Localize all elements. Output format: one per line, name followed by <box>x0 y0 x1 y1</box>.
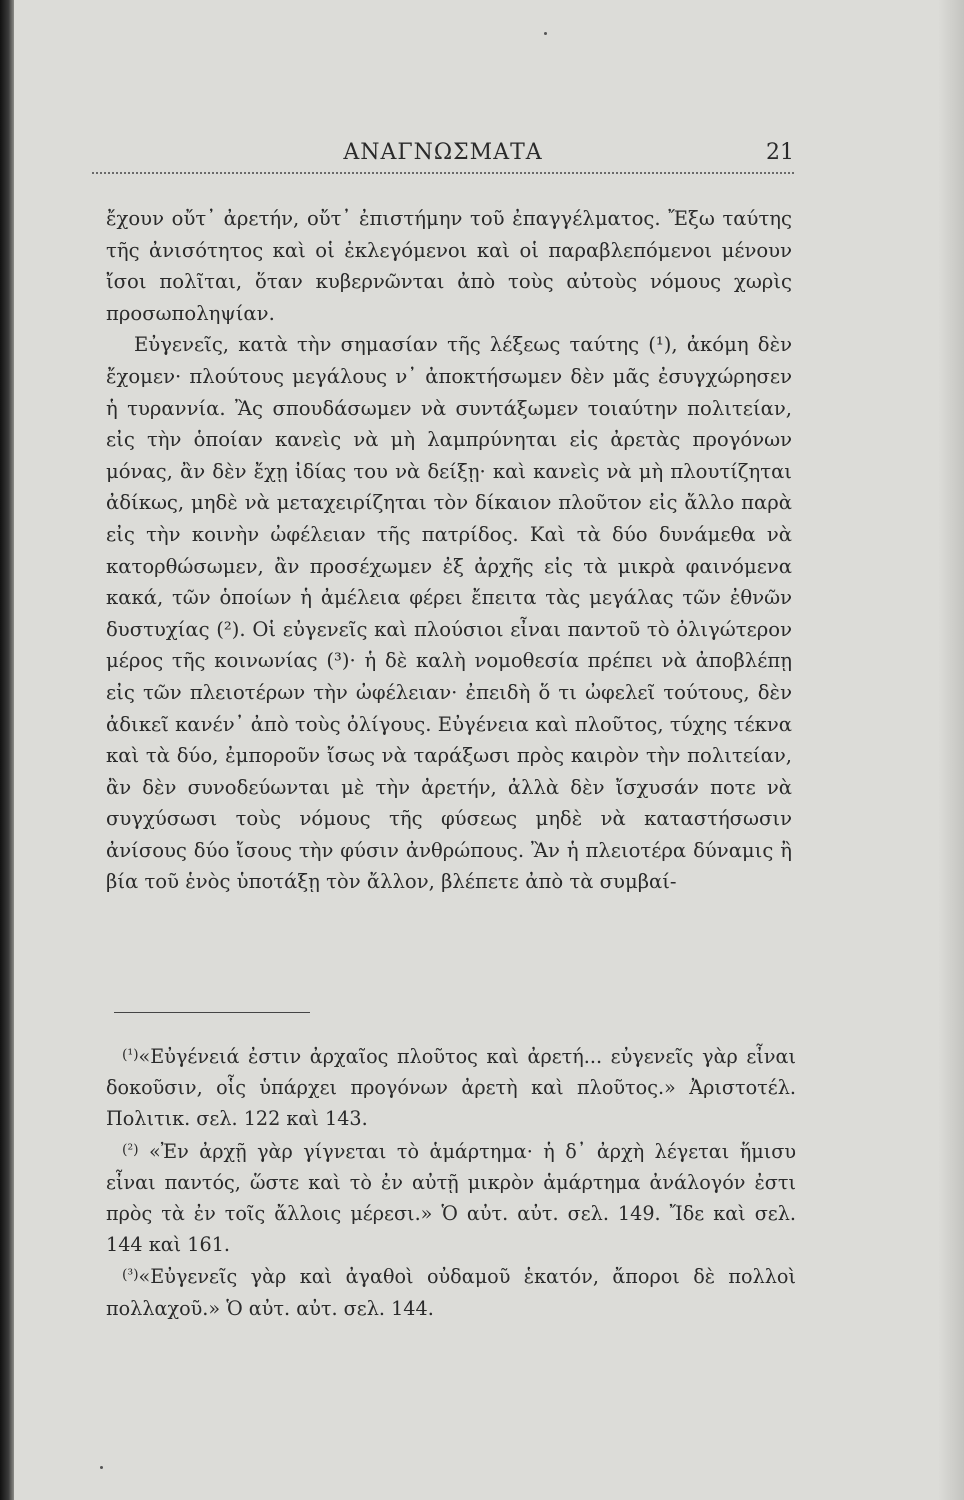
footnote-3 <box>106 1260 796 1323</box>
footnote-2 <box>106 1135 796 1261</box>
scan-dark-edge <box>0 0 14 1500</box>
footnote-separator <box>114 1012 310 1013</box>
running-header <box>92 140 794 174</box>
body-text <box>106 203 792 898</box>
footnote-marker: (¹) <box>122 1047 139 1063</box>
page-edge-shadow <box>938 0 964 1500</box>
footnote-text: «Εὐγενεῖς γὰρ καὶ ἀγαθοὶ οὐδαμοῦ ἑκατόν, ἄποροι δὲ πολλοὶ πολλαχοῦ.» Ὁ αὐτ. αὐτ. σελ. 144. <box>106 1265 796 1320</box>
running-title: ΑΝΑΓΝΩΣΜΑΤΑ <box>343 140 543 165</box>
paper-speck <box>100 1466 103 1469</box>
footnote-marker: (³) <box>122 1267 139 1284</box>
book-page <box>14 0 964 1500</box>
footnote-text: «Εὐγένειά ἐστιν ἀρχαῖος πλοῦτος καὶ ἀρετή... εὐγενεῖς γὰρ εἶναι δοκοῦσιν, οἷς ὑπάρχει προγόνων ἀρετὴ καὶ πλοῦτος.» Ἀριστοτέλ. Πολιτικ. σελ. 122 καὶ 143. <box>106 1045 796 1131</box>
page-number: 21 <box>766 140 794 165</box>
footnote-text: «Ἐν ἀρχῇ γὰρ γίγνεται τὸ ἁμάρτημα· ἡ δ᾽ ἀρχὴ λέγεται ἥμισυ εἶναι παντός, ὥστε καὶ τὸ ἐν αὐτῇ μικρὸν ἁμάρτημα ἀνάλογόν ἐστι πρὸς τὰ ἐν τοῖς ἄλλοις μέρεσι.» Ὁ αὐτ. αὐτ. σελ. 149. Ἴδε καὶ σελ. 144 καὶ 161. <box>106 1139 796 1257</box>
paragraph-eugeneis: Εὐγενεῖς, κατὰ τὴν σημασίαν τῆς λέξεως ταύτης (¹), ἀκόμη δὲν ἔχομεν· πλούτους μεγάλους ν᾽ ἀποκτήσωμεν δὲν μᾶς ἐσυγχώρησεν ἡ τυραννία. Ἂς σπουδάσωμεν νὰ συντάξωμεν τοιαύτην πολιτείαν, εἰς τὴν ὁποίαν κανεὶς νὰ μὴ λαμπρύνηται εἰς ἀρετὰς προγόνων μόνας, ἂν δὲν ἔχῃ ἰδίας του νὰ δείξῃ· καὶ κανεὶς νὰ μὴ πλουτίζηται ἀδίκως, μηδὲ νὰ μεταχειρίζηται τὸν δίκαιον πλοῦτον εἰς ἄλλο παρὰ εἰς τὴν κοινὴν ὠφέλειαν τῆς πατρίδος. Καὶ τὰ δύο δυνάμεθα νὰ κατορθώσωμεν, ἂν προσέχωμεν ἐξ ἀρχῆς εἰς τὰ μικρὰ φαινόμενα κακά, τῶν ὁποίων ἡ ἀμέλεια φέρει ἔπειτα τὰς μεγάλας τῶν ἐθνῶν δυστυχίας (²). Οἱ εὐγενεῖς καὶ πλούσιοι εἶναι παντοῦ τὸ ὀλιγώτερον μέρος τῆς κοινωνίας (³)· ἡ δὲ καλὴ νομοθεσία πρέπει νὰ ἀποβλέπῃ εἰς τῶν πλειοτέρων τὴν ὠφέλειαν· ἐπειδὴ ὅ τι ὠφελεῖ τούτους, δὲν ἀδικεῖ κανέν᾽ ἀπὸ τοὺς ὀλίγους. Εὐγένεια καὶ πλοῦτος, τύχης τέκνα καὶ τὰ δύο, ἐμποροῦν ἴσως νὰ ταράξωσι πρὸς καιρὸν τὴν πολιτείαν, ἂν δὲν συνοδεύωνται μὲ τὴν ἀρετήν, ἀλλὰ δὲν ἴσχυσάν ποτε νὰ συγχύσωσι τοὺς νόμους τῆς φύσεως μηδὲ νὰ καταστήσωσιν ἀνίσους δύο ἴσους τὴν φύσιν ἀνθρώπους. Ἂν ἡ πλειοτέρα δύναμις ἢ βία τοῦ ἑνὸς ὑποτάξῃ τὸν ἄλλον, βλέπετε ἀπὸ τὰ συμβαί- <box>106 333 792 894</box>
header-ornamental-rule <box>92 172 794 177</box>
footnotes <box>106 1040 796 1324</box>
footnote-marker: (²) <box>122 1141 139 1158</box>
footnote-1 <box>106 1040 796 1135</box>
paragraph-continued: ἔχουν οὔτ᾽ ἀρετήν, οὔτ᾽ ἐπιστήμην τοῦ ἐπαγγέλματος. Ἔξω ταύτης τῆς ἀνισότητος καὶ οἱ ἐκλεγόμενοι καὶ οἱ παραβλεπόμενοι μένουν ἴσοι πολῖται, ὅταν κυβερνῶνται ἀπὸ τοὺς αὐτοὺς νόμους χωρὶς προσωποληψίαν. <box>106 207 792 325</box>
paper-speck <box>544 32 547 35</box>
